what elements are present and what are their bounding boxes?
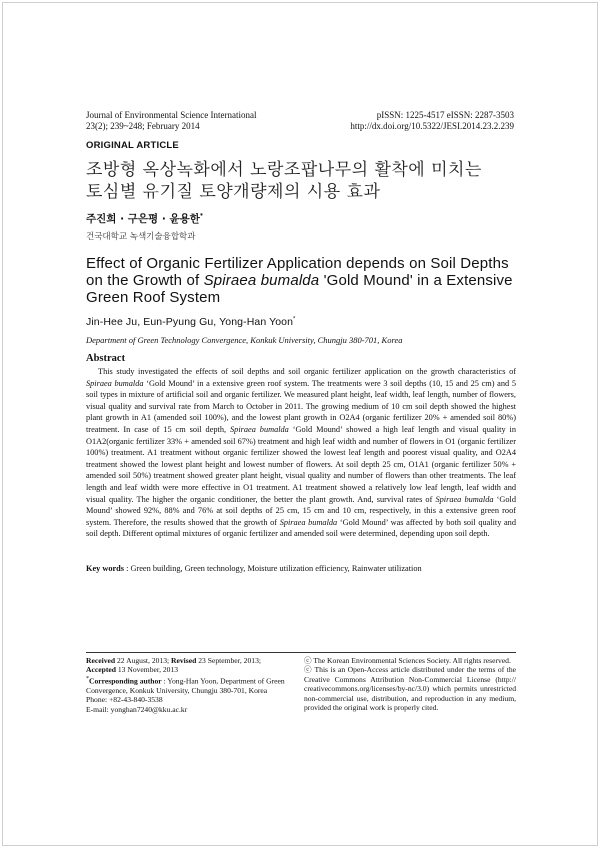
footer-divider <box>86 652 516 653</box>
article-type: ORIGINAL ARTICLE <box>86 140 179 151</box>
corr-mark: * <box>86 675 89 682</box>
korean-authors <box>86 211 203 226</box>
english-title <box>86 255 526 306</box>
abstract-text: ‘Gold Mound’ in a extensive green roof system. The treatments were 3 soil depths (10, 15 and 25 cm) and 5 soil types in mixture of artificial soil and organic fertilizer. We measured plant height, leaf width, leaf length, number of flowers, visual quality and survival rate from March to October in 2011. The growing medium of 10 cm soil depth showed the highest plant growth in A1 (amended soil 100%), and the lowest plant growth in O2A4 (organic fertilizer 20% + amended soil 80%) treatment. In case of 15 cm soil depth, <box>86 378 516 434</box>
korean-title <box>86 159 526 203</box>
english-title-part2: 'Gold Mound' in a Extensive Green Roof System <box>86 272 513 306</box>
english-corresponding-mark: * <box>293 316 296 323</box>
abstract-paragraph <box>86 366 516 540</box>
corr-label: Corresponding author <box>89 676 162 686</box>
accepted <box>86 665 291 674</box>
abstract-text: This study investigated the effects of soil depths and soil organic fertilizer application on the growth characteristics of <box>98 367 516 376</box>
corresponding-mark: * <box>199 212 204 220</box>
revised-label: Revised <box>171 656 197 665</box>
abstract-text: ‘Gold Mound’ was affected by both soil quality and soil depth. Different optimal mixtures of organic fertilizer and amended soil were determined, depending upon soil depth. <box>86 517 516 539</box>
issn-info <box>350 110 514 132</box>
english-affiliation: Department of Green Technology Convergence, Konkuk University, Chungju 380-701, Korea <box>86 335 403 345</box>
footer-dates <box>86 656 291 714</box>
species-name: Spiraea bumalda <box>435 494 494 504</box>
copyright-notice: ⓒ The Korean Environmental Sciences Society. All rights reserved. <box>304 656 511 665</box>
issn-numbers: pISSN: 1225-4517 eISSN: 2287-3503 <box>376 110 514 120</box>
corr-text: : Yong-Han Yoon, Department of Green Convergence, Konkuk University, Chungju 380-701, Korea <box>86 676 285 695</box>
keywords-text: : Green building, Green technology, Moisture utilization efficiency, Rainwater utilization <box>124 564 422 573</box>
korean-author-names: 주진희 · 구은평 · 윤용한 <box>86 213 200 225</box>
korean-title-line1: 조방형 옥상녹화에서 노랑조팝나무의 활착에 미치는 <box>86 160 482 180</box>
abstract-text: ‘Gold Mound’ showed 92%, 88% and 76% at soil depths of 25 cm, 15 cm and 10 cm, respectively, in this a extensive green roof system. Therefore, the results showed that the growth of <box>86 494 516 527</box>
journal-info <box>86 110 256 132</box>
received-label: Received <box>86 656 116 665</box>
korean-title-line2: 토심별 유기질 토양개량제의 시용 효과 <box>86 182 381 202</box>
email[interactable]: E-mail: yonghan7240@kku.ac.kr <box>86 704 188 714</box>
english-title-species: Spiraea bumalda <box>203 272 320 289</box>
accepted-label: Accepted <box>86 665 116 675</box>
english-title-part1: Effect of Organic Fertilizer Application depends on Soil Depths on the Growth of <box>86 255 509 289</box>
species-name: Spiraea bumalda <box>86 378 144 388</box>
abstract-body <box>86 366 516 540</box>
english-author-names: Jin-Hee Ju, Eun-Pyung Gu, Yong-Han Yoon <box>86 316 294 328</box>
corresponding-author <box>86 675 291 695</box>
doi-link[interactable]: http://dx.doi.org/10.5322/JESI.2014.23.2.239 <box>350 121 514 131</box>
received-revised <box>86 656 291 665</box>
keywords <box>86 564 516 573</box>
license-notice: ⓒ This is an Open-Access article distributed under the terms of the Creative Commons Attribution Non-Commercial License (http:// creativecommons.org/licenses/by-nc/3.0) which permits unrestricted non-commercial use, distribution, and reproduction in any medium, provided the original work is properly cited. <box>304 665 516 713</box>
revised-date: 23 September, 2013; <box>196 656 261 665</box>
phone: Phone: +82-43-840-3538 <box>86 695 163 705</box>
korean-affiliation: 건국대학교 녹색기술융합학과 <box>86 232 196 242</box>
abstract-text: ‘Gold Mound’ showed a high leaf length and visual quality in O1A2(organic fertilizer 33% + amended soil 67%) treatment and high leaf width and number of flowers in O1 (organic fertilizer 100%) treatment. A1 treatment without organic fertilizer showed the lowest leaf length and poorest visual quality, and O2A4 treatment showed the lowest plant height and lowest number of flowers. At soil depth 25 cm, O1A1 (organic fertilizer 50% + amended soil 50%) treatment showed greater plant height, visual quality and number of flowers than other treatments. The leaf length and leaf width were more effective in O1 treatment. A1 treatment showed a relatively low leaf length, leaf width and visual quality. The higher the organic conditioner, the better the plant growth. And, survival rates of <box>86 424 516 504</box>
species-name: Spiraea bumalda <box>279 517 338 527</box>
journal-name: Journal of Environmental Science International <box>86 110 257 120</box>
abstract-heading: Abstract <box>86 353 126 364</box>
accepted-date: 13 November, 2013 <box>115 665 179 675</box>
journal-issue: 23(2); 239~248; February 2014 <box>86 121 200 131</box>
footer-license <box>304 656 516 712</box>
english-authors <box>86 316 295 328</box>
received-date: 22 August, 2013; <box>115 656 172 665</box>
species-name: Spiraea bumalda <box>230 424 289 434</box>
keywords-label: Key words <box>86 564 125 573</box>
